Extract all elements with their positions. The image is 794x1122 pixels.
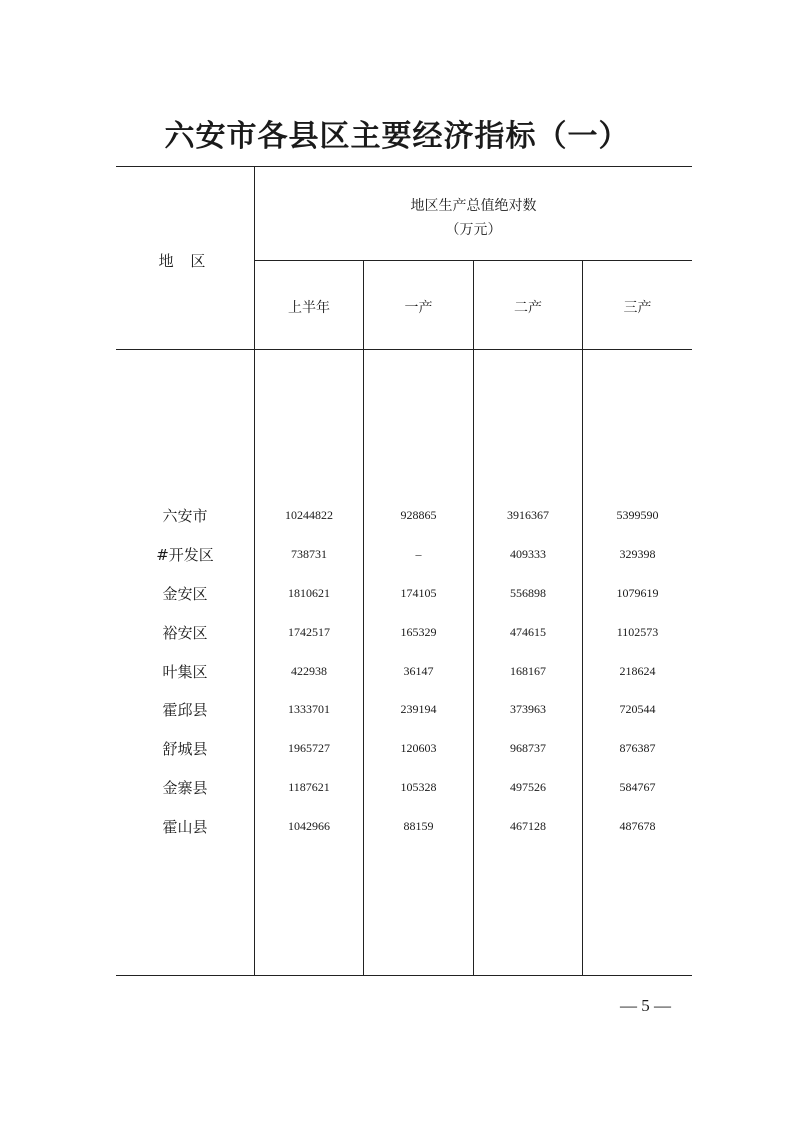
cell-half-year: 1333701 [288,702,330,716]
cell-half-year: 1187621 [288,780,330,794]
cell-half-year: 422938 [291,664,327,678]
cell-secondary: 3916367 [507,508,549,522]
cell-half-year: 1742517 [288,625,330,639]
row-region-label: 叶集区 [162,663,208,681]
cell-tertiary: 329398 [619,547,656,561]
row-region-label: 霍山县 [162,818,208,836]
cell-tertiary: 720544 [619,702,656,716]
cell-tertiary: 5399590 [616,508,659,522]
column-header-primary-industry: 一产 [404,300,433,316]
cell-tertiary: 487678 [619,819,656,833]
table-bottom-rule [116,975,692,976]
column-header-tertiary-industry: 三产 [623,300,652,316]
cell-primary: 36147 [403,664,434,678]
cell-tertiary: 1079619 [616,586,659,600]
cell-secondary: 497526 [510,780,546,794]
cell-primary: 165329 [400,625,437,639]
region-column-header: 地 区 [158,252,212,270]
cell-tertiary: 876387 [619,741,656,755]
cell-half-year: 1042966 [288,819,330,833]
page-number: — 5 — [620,996,671,1015]
column-header-secondary-industry: 二产 [514,300,542,316]
cell-tertiary: 584767 [619,780,656,794]
cell-primary: 120603 [400,741,437,755]
column-divider-2 [473,260,474,975]
cell-secondary: 556898 [510,586,546,600]
cell-secondary: 467128 [510,819,546,833]
column-divider-3 [582,260,583,975]
column-divider-1 [363,260,364,975]
row-region-label: 霍邱县 [162,701,208,719]
cell-half-year: 1810621 [288,586,330,600]
row-region-label: 金安区 [162,585,208,603]
cell-tertiary: 218624 [619,664,656,678]
cell-primary: 105328 [400,780,437,794]
cell-primary: 928865 [400,508,437,522]
region-column-divider [254,166,255,975]
row-region-label: 金寨县 [162,779,208,797]
header-bottom-rule [116,349,692,350]
cell-primary: – [415,547,422,561]
row-region-label: 舒城县 [162,740,208,758]
cell-secondary: 474615 [510,625,546,639]
cell-secondary: 373963 [510,702,546,716]
cell-secondary: 968737 [510,741,546,755]
cell-primary: 174105 [400,586,437,600]
gdp-unit-label: （万元） [445,222,502,238]
row-region-label: #开发区 [156,546,214,564]
cell-secondary: 168167 [510,664,546,678]
gdp-group-header: 地区生产总值绝对数 [410,198,537,214]
table-top-rule [116,166,692,167]
row-region-label: 裕安区 [162,624,208,642]
cell-half-year: 10244822 [285,508,333,522]
cell-primary: 239194 [400,702,437,716]
cell-half-year: 738731 [291,547,327,561]
cell-primary: 88159 [403,819,434,833]
cell-tertiary: 1102573 [616,625,659,639]
cell-half-year: 1965727 [288,741,330,755]
cell-secondary: 409333 [510,547,546,561]
row-region-label: 六安市 [162,507,208,525]
page-title: 六安市各县区主要经济指标（一） [164,119,630,154]
column-header-half-year: 上半年 [288,300,330,316]
